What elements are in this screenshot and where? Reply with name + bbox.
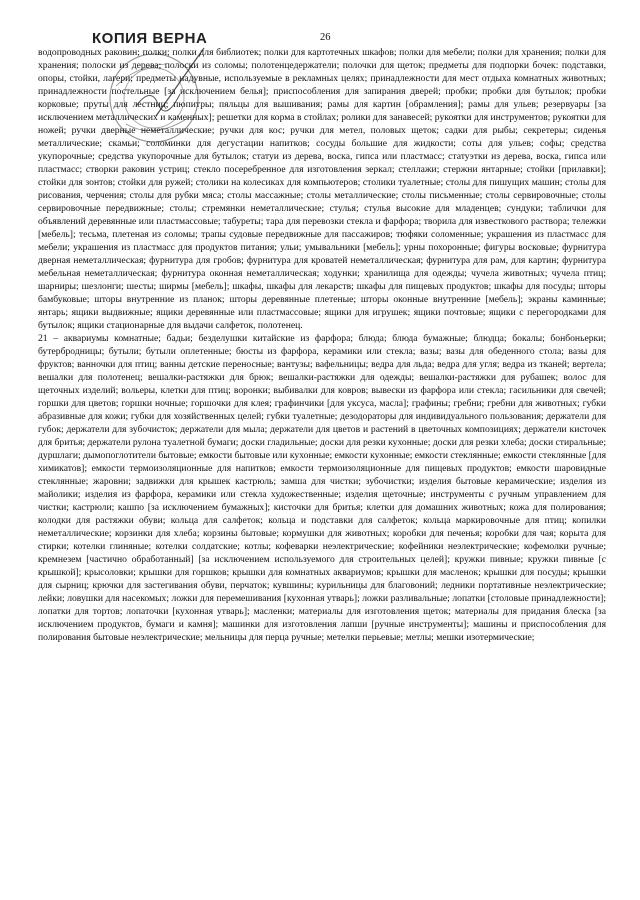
paragraph-text: – аквариумы комнатные; бадьи; безделушки китайские из фарфора; блюда; блюда бумажные; блюдца; бокалы; бонбоньерки; бутербродницы; бутыли; бутыли оплетенные; бюсты из фарфора, керамики или стекла; вазы; вазы для обеденного стола; вазы для фруктов; ванночки для птиц; ванны детские переносные; вантузы; вафельницы; ведра для льда; ведра для угля; ведра из тканей; вертела; вешалки для полотенец; вешалки-растяжки для брюк; вешалки-растяжки для одежды; вешалки-растяжки для рубашек; волос для щеточных изделий; вольеры, клетки для птиц; воронки; выбивалки для ковров; вывески из фарфора или стекла; гасильники для свечей; горшки для цветов; горшки ночные; горшочки для клея; графинчики [для уксуса, масла]; графины; гребни; гребни для животных; губки абразивные для кожи; губки для хозяйственных целей; губки туалетные; дезодораторы для индивидуального пользования; держатели для губок; держатели для зубочисток; держатели для мыла; держатели для цветов и растений в цветочных композициях; держатели кисточек для бритья; держатели рулона туалетной бумаги; доски гладильные; доски для резки кухонные; доски для резки хлеба; доски стиральные; дуршлаги; дымопоглотители бытовые; емкости бытовые или кухонные; емкости кухонные; емкости стеклянные; емкости стеклянные [для химикатов]; емкости термоизоляционные для напитков; емкости термоизоляционные для пищевых продуктов; емкости шаровидные стеклянные; жаровни; задвижки для крышек кастрюль; замша для чистки; зубочистки; изделия бытовые керамические; изделия из майолики; изделия из фарфора, керамики или стекла художественные; изделия щеточные; инструменты с ручным управлением для чистки; кастрюли; кашпо [за исключением бумажных]; кисточки для бритья; клетки для домашних животных; кожа для полирования; колодки для растяжки обуви; кольца для салфеток; кольца и подставки для салфеток; кольца маркировочные для птиц; копилки неметаллические; корзинки для хлеба; корзины бытовые; кормушки для животных; коробки для печенья; коробки для чая; корыта для стирки; котелки глиняные; котелки солдатские; котлы; кофеварки неэлектрические; кофейники неэлектрические; кофемолки ручные; кремнезем [частично обработанный] [за исключением используемого для строительных целей]; кружки пивные; кружки пивные [с крышкой]; крысоловки; крышки для горшков; крышки для комнатных аквариумов; крышки для масленок; крышки для посуды; крышки для сырниц; крючки для застегивания обуви, перчаток; кувшины; курильницы для благовоний; ледники портативные неэлектрические; лейки; ловушки для насекомых; ложки для перемешивания [кухонная утварь]; ложки разливальные; лопатки [столовые принадлежности]; лопатки для тортов; лопаточки [кухонная утварь]; масленки; материалы для изготовления щеток; материалы для придания блеска [за исключением продуктов, бумаги и камня]; машинки для изготовления лапши [ручные инструменты]; машины и приспособления для полирования бытовые неэлектрические; мельницы для перца ручные; метелки перьевые; метлы; мешки изотермические; [38,333,606,643]
paragraph-text: водопроводных раковин; полки; полки для библиотек; полки для картотечных шкафов; полки для мебели; полки для хранения; полки для хранения; полоски из дерева; полоски из соломы; полотенцедержатели; полочки для щеток; предметы для подпорки бочек: подставки, опоры, стойки, лагери; предметы надувные, используемые в рекламных целях; принадлежности для мест отдыха комнатных животных; принадлежности постельные [за исключением белья]; приспособления для запирания дверей; пробки; пробки для бутылок; пробки корковые; пруты для лестниц; пюпитры; пяльцы для вышивания; рамы для картин [обрамления]; рамы для ульев; резервуары [за исключением металлических и каменных]; решетки для корма в стойлах; ролики для занавесей; рукоятки для инструментов; рукоятки для ножей; ручки дверные неметаллические; ручки для кос; ручки для метел, половых щеток; садки для рыбы; секретеры; сиденья металлические; скамьи; соломинки для дегустации напитков; сосуды большие для жидкости; соты для ульев; софы; средства укупорочные; средства укупорочные для бутылок; статуи из дерева, воска, гипса или пластмасс; статуэтки из дерева, воска, гипса или пластмасс; створки раковин устриц; стекло посеребренное для изготовления зеркал; стеллажи; стержни янтарные; стойки [прилавки]; стойки для зонтов; стойки для ружей; столики на колесиках для компьютеров; столики туалетные; столы для пишущих машин; столы для рисования, черчения; столы для рубки мяса; столы массажные; столы металлические; столы письменные; столы сервировочные; столы сервировочные передвижные; столы; стремянки неметаллические; стулья; стулья высокие для младенцев; сундуки; таблички для объявлений деревянные или пластмассовые; табуреты; тара для перевозки стекла и фарфора; творила для известкового раствора; тележки [мебель]; тесьма, плетеная из соломы; трапы судовые передвижные для пассажиров; тюфяки соломенные; украшения из пластмасс для мебели; украшения из пластмасс для продуктов питания; ульи; умывальники [мебель]; урны похоронные; фигуры восковые; фурнитура дверная неметаллическая; фурнитура для гробов; фурнитура для кроватей неметаллическая; фурнитура для рам, для картин; фурнитура мебельная неметаллическая; фурнитура оконная неметаллическая; ходунки; хранилища для одежды; чучела животных; чучела птиц; шарниры; шезлонги; шесты; ширмы [мебель]; шкафы, шкафы для лекарств; шкафы для пищевых продуктов; шкафы для посуды; шторы бамбуковые; шторы внутренние из планок; шторы деревянные плетеные; шторы оконные внутренние [мебель]; экраны каминные; янтарь; ящики выдвижные; ящики деревянные или пластмассовые; ящики для игрушек; ящики почтовые; ящики с перегородками для бутылок; ящики стационарные для выдачи салфеток, полотенец. [38,47,606,331]
paragraph-class-21 [38,332,606,644]
paragraph-continuation [38,46,606,332]
document-body [38,46,606,644]
copy-verified-stamp: КОПИЯ ВЕРНА [92,30,208,47]
page-number: 26 [320,32,331,43]
class-number: 21 [38,333,48,344]
